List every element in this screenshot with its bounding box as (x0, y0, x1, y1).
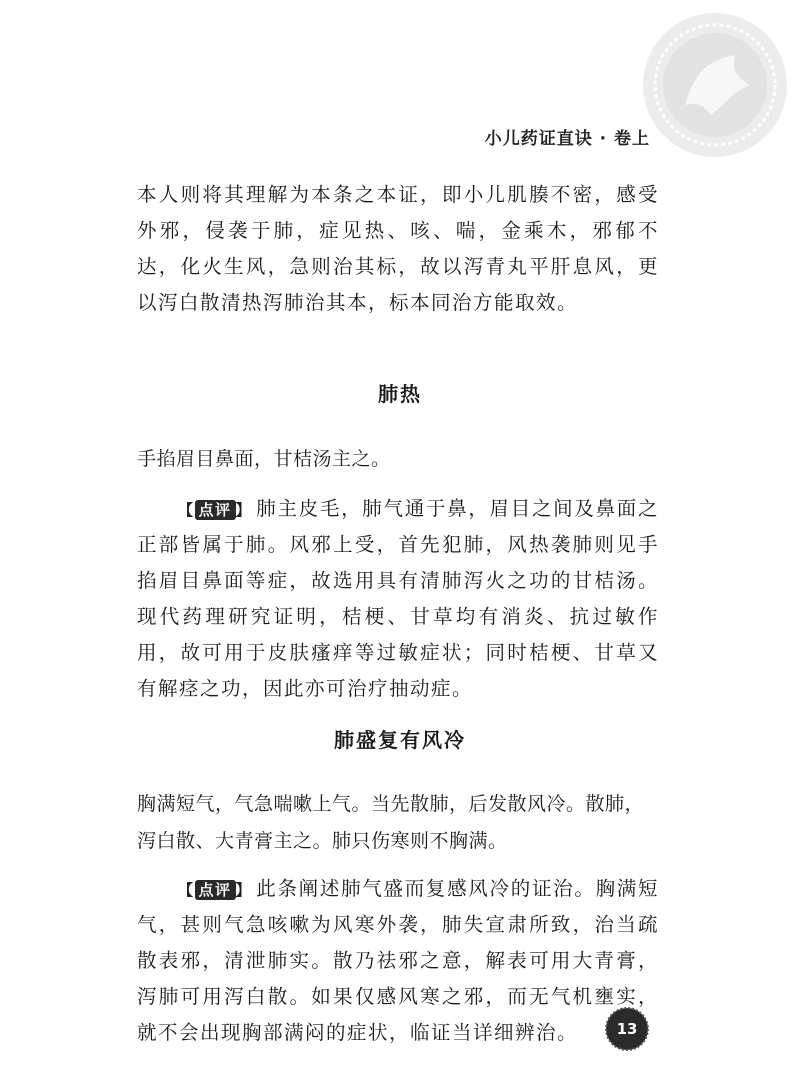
commentary-paragraph (137, 871, 659, 1051)
commentary-text: 肺主皮毛，肺气通于鼻，眉目之间及鼻面之正部皆属于肺。风邪上受，首先犯肺，风热袭肺则见手掐眉目鼻面等症，故选用具有清肺泻火之功的甘桔汤。现代药理研究证明，桔梗、甘草均有消炎、抗过敏作用，故可用于皮肤瘙痒等过敏症状；同时桔梗、甘草又有解痉之功，因此亦可治疗抽动症。 (137, 497, 659, 700)
section-title: 肺热 (378, 382, 422, 406)
running-header: 小儿药证直诀 · 卷上 (484, 129, 650, 149)
section-title: 肺盛复有风冷 (334, 728, 466, 752)
intro-paragraph: 本人则将其理解为本条之本证，即小儿肌腠不密，感受外邪，侵袭于肺，症见热、咳、喘，金乘木，邪郁不达，化火生风，急则治其标，故以泻青丸平肝息风，更以泻白散清热泻肺治其本，标本同治方能取效。 (137, 183, 659, 314)
source-text: 胸满短气，气急喘嗽上气。当先散肺，后发散风冷。散肺，泻白散、大青膏主之。肺只伤寒则不胸满。 (137, 793, 645, 852)
seal-watermark-icon (640, 10, 790, 160)
commentary-paragraph (137, 491, 659, 707)
source-text: 手掐眉目鼻面，甘桔汤主之。 (137, 448, 391, 470)
commentary-badge: 【 点评 】 (178, 501, 253, 519)
commentary-badge: 【 点评 】 (178, 881, 253, 899)
page-number (604, 1006, 650, 1052)
commentary-text: 此条阐述肺气盛而复感风冷的证治。胸满短气，甚则气急咳嗽为风寒外袭，肺失宣肃所致，治当疏散表邪，清泄肺实。散乃祛邪之意，解表可用大青膏，泻肺可用泻白散。如果仅感风寒之邪，而无气机壅实，就不会出现胸部满闷的症状，临证当详细辨治。 (137, 877, 659, 1044)
page-number-label: 13 (616, 1020, 638, 1038)
